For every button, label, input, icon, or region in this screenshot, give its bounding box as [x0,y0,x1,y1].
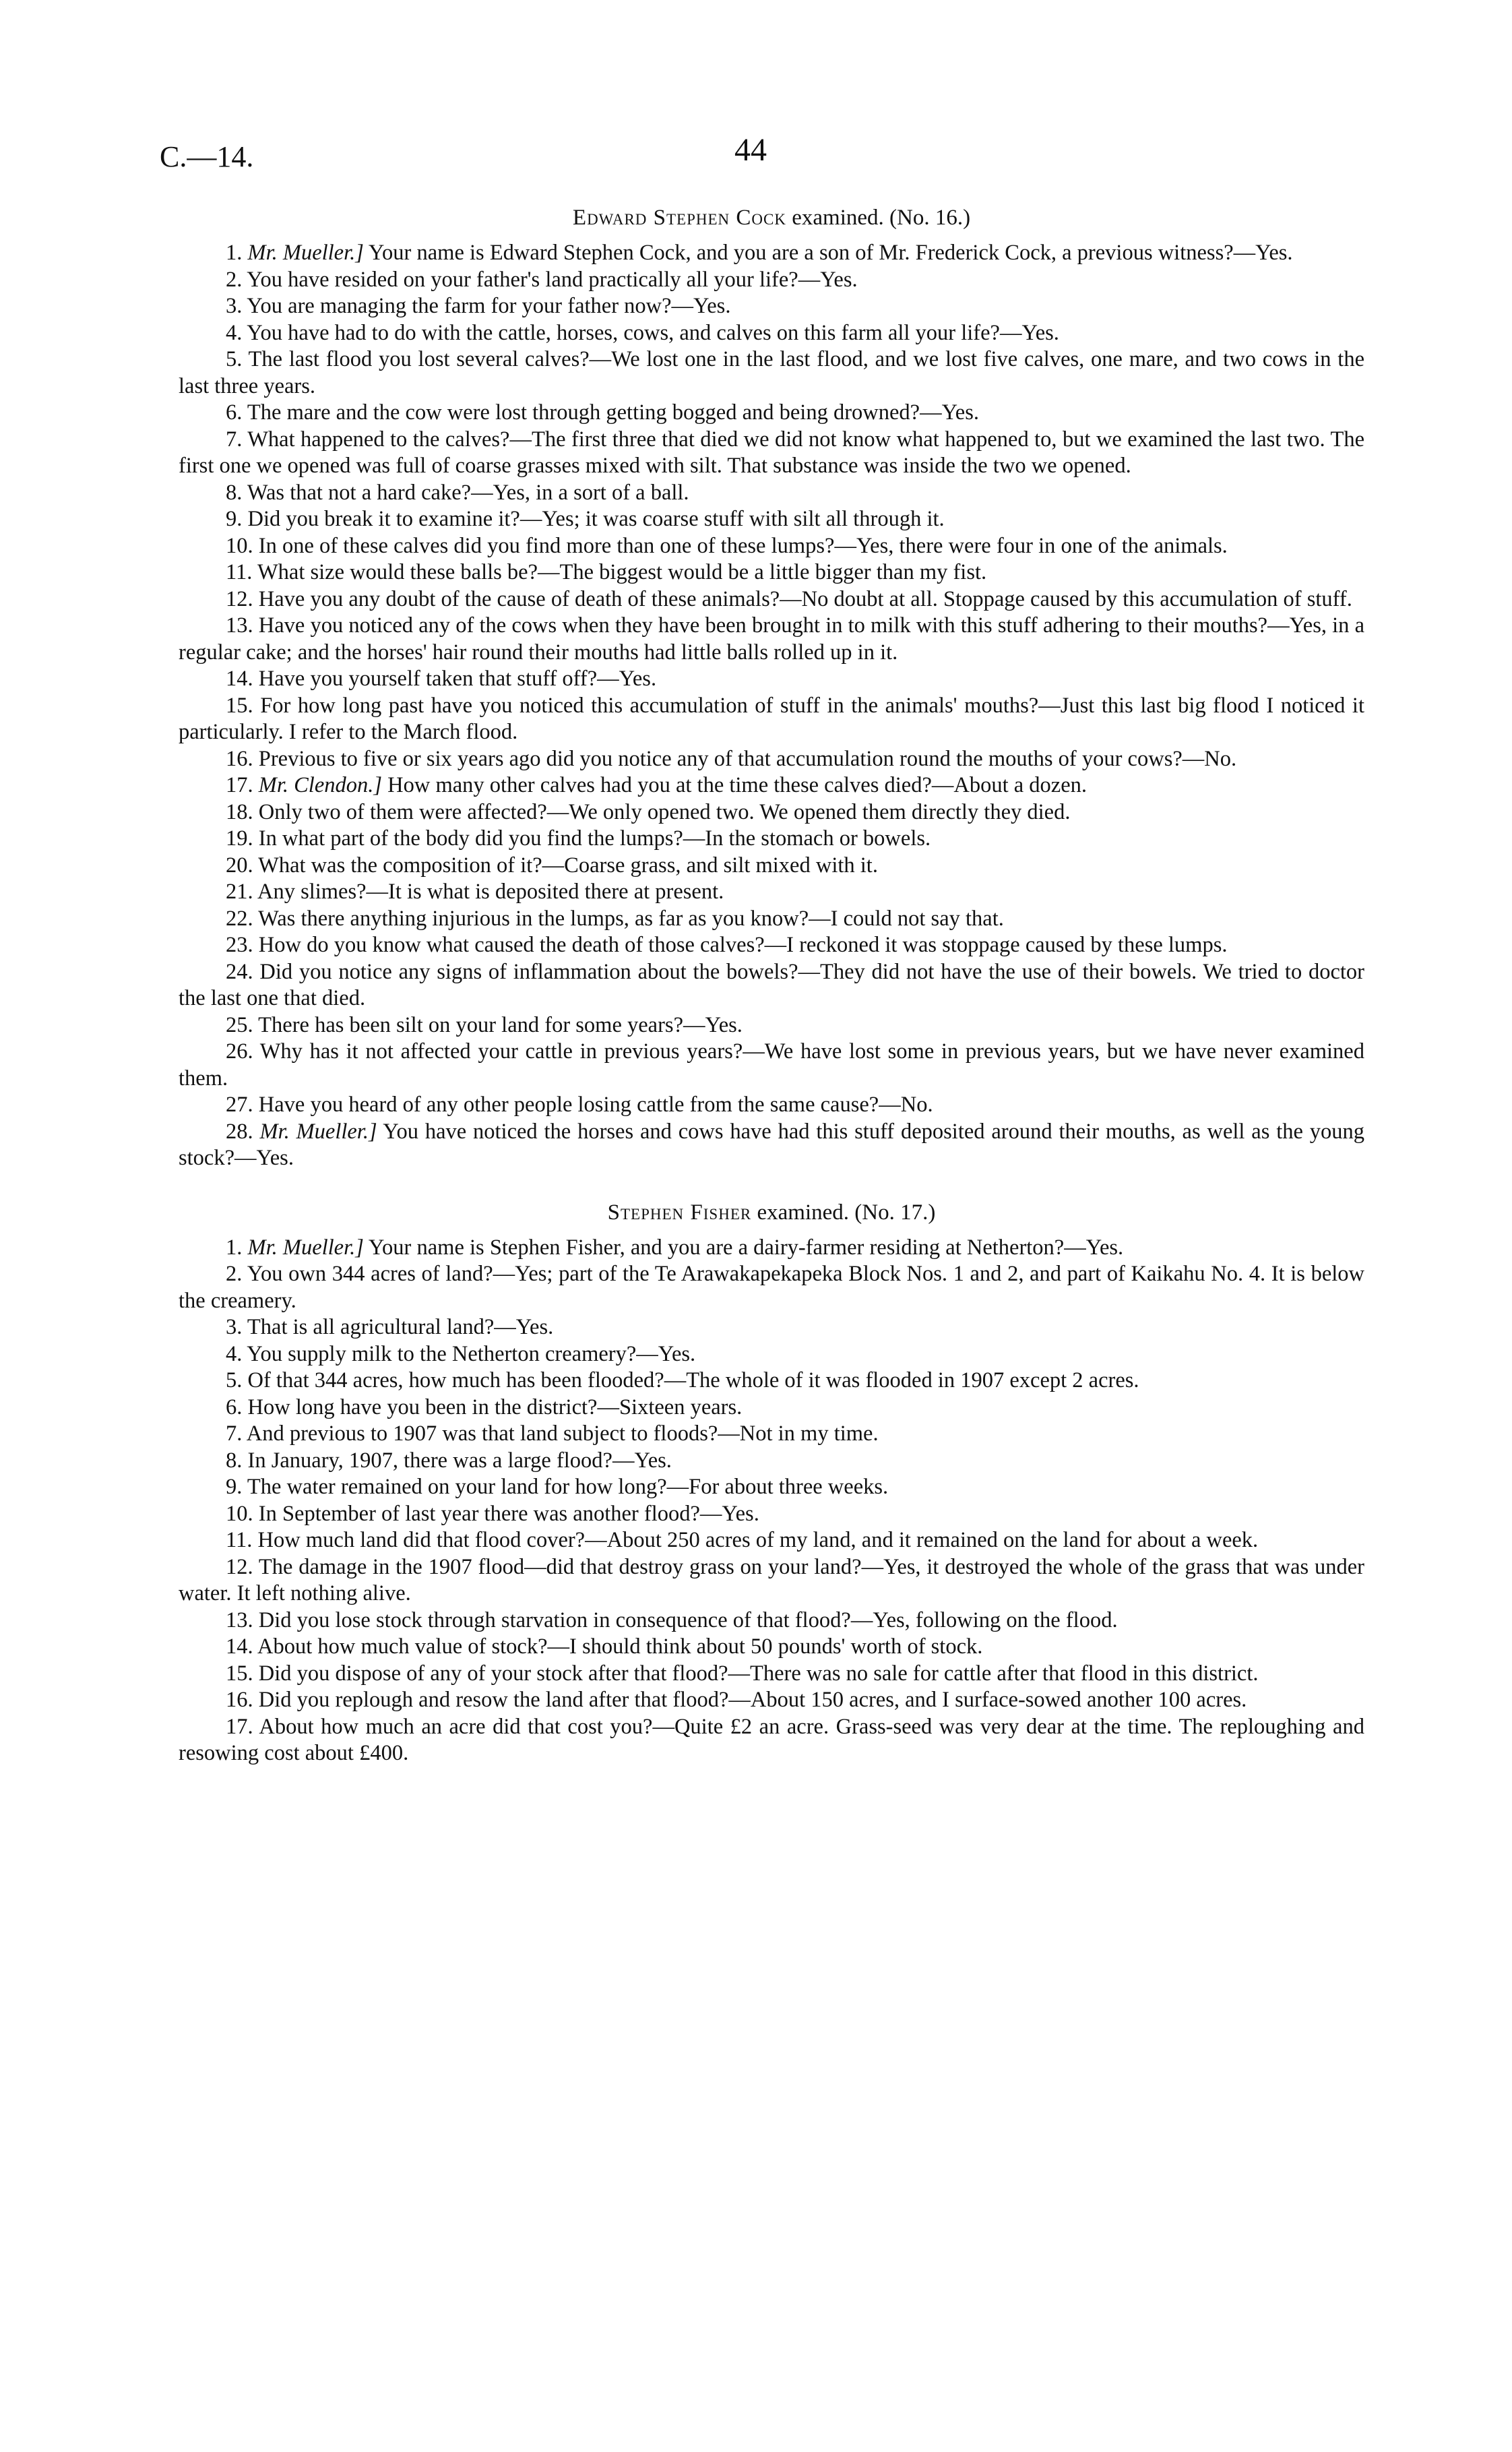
witness-section [179,206,1364,1172]
section-heading-rest: examined. (No. 16.) [792,206,971,230]
qa-item: 15. For how long past have you noticed this accumulation of stuff in the animals' mouths?—Just this last big flood I noticed it particularly. I refer to the March flood. [179,693,1364,744]
page-content [179,192,1364,1767]
qa-item: 14. Have you yourself taken that stuff off?—Yes. [226,667,657,691]
qa-item: 8. In January, 1907, there was a large flood?—Yes. [226,1448,672,1473]
qa-item: 7. What happened to the calves?—The first three that died we did not know what happened to, but we examined the last two. The first one we opened was full of coarse grasses mixed with silt. That substance was inside the two we opened. [179,427,1364,478]
qa-item: 17. Mr. Clendon.] How many other calves had you at the time these calves died?—About a dozen. [226,773,1088,797]
qa-item: 14. About how much value of stock?—I should think about 50 pounds' worth of stock. [226,1634,983,1659]
qa-item: 21. Any slimes?—It is what is deposited there at present. [226,880,724,904]
qa-item: 22. Was there anything injurious in the lumps, as far as you know?—I could not say that. [226,906,1004,931]
qa-item: 16. Did you replough and resow the land after that flood?—About 150 acres, and I surface-sowed another 100 acres. [226,1688,1247,1712]
speaker-label: Mr. Clendon.] [258,773,383,797]
qa-item: 24. Did you notice any signs of inflammation about the bowels?—They did not have the use of their bowels. We tried to doctor the last one that died. [179,959,1364,1010]
qa-item: 17. About how much an acre did that cost you?—Quite £2 an acre. Grass-seed was very dear at the time. The reploughing and resowing cost about £400. [179,1714,1364,1765]
qa-item: 20. What was the composition of it?—Coarse grass, and silt mixed with it. [226,853,878,878]
qa-item: 1. Mr. Mueller.] Your name is Edward Stephen Cock, and you are a son of Mr. Frederick Cock, a previous witness?—Yes. [226,241,1293,265]
qa-item: 5. Of that 344 acres, how much has been flooded?—The whole of it was flooded in 1907 except 2 acres. [226,1368,1139,1392]
qa-item: 1. Mr. Mueller.] Your name is Stephen Fisher, and you are a dairy-farmer residing at Netherton?—Yes. [226,1235,1124,1260]
qa-item: 15. Did you dispose of any of your stock after that flood?—There was no sale for cattle after that flood in this district. [226,1661,1259,1686]
qa-item: 9. The water remained on your land for how long?—For about three weeks. [226,1475,889,1499]
witness-name: Edward Stephen Cock [572,206,786,230]
qa-item: 13. Did you lose stock through starvation in consequence of that flood?—Yes, following on the flood. [226,1607,1118,1632]
qa-item: 12. The damage in the 1907 flood—did that destroy grass on your land?—Yes, it destroyed the whole of the grass that was under water. It left nothing alive. [179,1554,1364,1605]
qa-item: 11. What size would these balls be?—The biggest would be a little bigger than my fist. [226,560,987,584]
page-header [0,131,1512,179]
qa-item: 12. Have you any doubt of the cause of death of these animals?—No doubt at all. Stoppage caused by this accumulation of stuff. [226,586,1352,611]
paper-reference: C.—14. [160,140,254,173]
qa-item: 3. That is all agricultural land?—Yes. [226,1315,554,1339]
speaker-label: Mr. Mueller.] [247,241,364,265]
speaker-label: Mr. Mueller.] [247,1235,364,1260]
witness-section [179,1200,1364,1767]
qa-item: 9. Did you break it to examine it?—Yes; it was coarse stuff with silt all through it. [226,507,945,531]
qa-item: 16. Previous to five or six years ago did you notice any of that accumulation round the mouths of your cows?—No. [226,746,1237,771]
qa-item: 18. Only two of them were affected?—We only opened two. We opened them directly they died. [226,799,1071,824]
qa-item: 23. How do you know what caused the death of those calves?—I reckoned it was stoppage caused by these lumps. [226,933,1228,957]
qa-item: 27. Have you heard of any other people losing cattle from the same cause?—No. [226,1093,933,1117]
qa-item: 11. How much land did that flood cover?—About 250 acres of my land, and it remained on the land for about a week. [226,1528,1259,1552]
qa-item: 2. You have resided on your father's land practically all your life?—Yes. [226,267,858,292]
qa-item: 6. The mare and the cow were lost through getting bogged and being drowned?—Yes. [226,400,980,425]
qa-item: 4. You have had to do with the cattle, horses, cows, and calves on this farm all your life?—Yes. [226,320,1059,345]
section-heading [179,1200,1364,1225]
qa-item: 25. There has been silt on your land for some years?—Yes. [226,1012,743,1037]
witness-name: Stephen Fisher [607,1200,752,1225]
qa-item: 13. Have you noticed any of the cows when they have been brought in to milk with this stuff adhering to their mouths?—Yes, in a regular cake; and the horses' hair round their mouths had little balls rolled up in it. [179,613,1364,665]
qa-item: 3. You are managing the farm for your father now?—Yes. [226,294,731,318]
speaker-label: Mr. Mueller.] [259,1119,377,1144]
qa-item: 26. Why has it not affected your cattle in previous years?—We have lost some in previous years, but we have never examined them. [179,1039,1364,1091]
section-heading [179,206,1364,231]
page-number: 44 [734,132,767,168]
qa-item: 2. You own 344 acres of land?—Yes; part of the Te Arawakapekapeka Block Nos. 1 and 2, and part of Kaikahu No. 4. It is below the creamery. [179,1262,1364,1313]
qa-item: 6. How long have you been in the district?—Sixteen years. [226,1394,743,1419]
qa-item: 4. You supply milk to the Netherton creamery?—Yes. [226,1341,696,1366]
qa-item: 8. Was that not a hard cake?—Yes, in a sort of a ball. [226,480,689,505]
qa-item: 7. And previous to 1907 was that land subject to floods?—Not in my time. [226,1421,879,1446]
qa-item: 10. In September of last year there was another flood?—Yes. [226,1501,759,1526]
qa-item: 28. Mr. Mueller.] You have noticed the horses and cows have had this stuff deposited around their mouths, as well as the young stock?—Yes. [179,1119,1364,1170]
qa-item: 19. In what part of the body did you find the lumps?—In the stomach or bowels. [226,826,931,851]
section-heading-rest: examined. (No. 17.) [757,1200,936,1225]
qa-item: 10. In one of these calves did you find more than one of these lumps?—Yes, there were four in one of the animals. [226,533,1228,558]
qa-item: 5. The last flood you lost several calves?—We lost one in the last flood, and we lost five calves, one mare, and two cows in the last three years. [179,347,1364,398]
